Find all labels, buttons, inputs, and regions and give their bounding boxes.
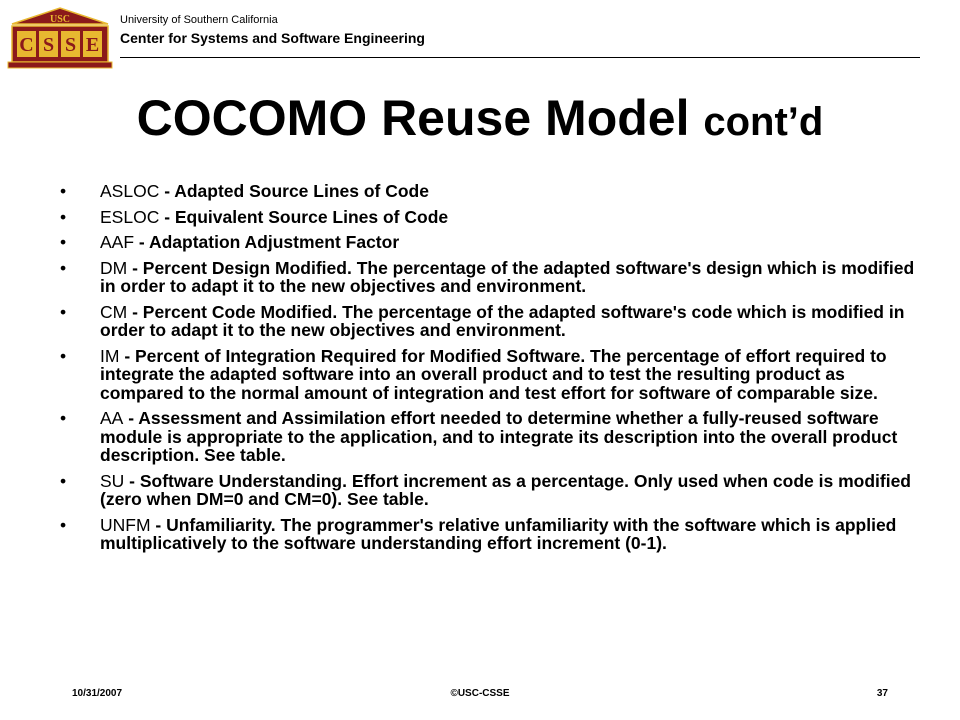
slide-title-main: COCOMO Reuse Model	[136, 90, 704, 146]
university-name: University of Southern California	[120, 14, 278, 26]
bullet-dot: •	[60, 257, 67, 278]
bullet-dot: •	[60, 181, 67, 201]
definition: - Unfamiliarity. The programmer's relative unfamiliarity with the software which is applied multiplicatively to the software understanding effort increment (0-1).	[100, 514, 897, 553]
list-item	[58, 472, 918, 509]
list-item	[58, 409, 918, 465]
footer-page-number: 37	[876, 688, 888, 699]
bullet-dot: •	[60, 408, 67, 428]
list-item	[58, 208, 918, 227]
usc-csse-logo	[6, 6, 114, 70]
definition: - Percent Code Modified. The percentage of the adapted software's code which is modified in order to adapt it to the new objectives and environment.	[100, 301, 905, 340]
bullet-dot: •	[60, 206, 67, 227]
organization-header	[120, 14, 425, 47]
term: SU	[100, 470, 125, 491]
center-name: Center for Systems and Software Engineering	[120, 30, 425, 46]
term: CM	[100, 301, 128, 322]
list-item	[58, 516, 918, 553]
term: UNFM	[100, 514, 151, 535]
definition: - Adaptation Adjustment Factor	[134, 232, 400, 252]
list-item	[58, 259, 918, 296]
logo-letter-c: C	[19, 34, 34, 56]
definition: - Software Understanding. Effort increment as a percentage. Only used when code is modified (zero when DM=0 and CM=0). See table.	[100, 470, 911, 509]
list-item	[58, 303, 918, 340]
term: DM	[100, 257, 128, 278]
definition: - Adapted Source Lines of Code	[159, 181, 429, 201]
bullet-dot: •	[60, 470, 67, 491]
slide-title	[0, 88, 960, 152]
list-item	[58, 233, 918, 252]
header-divider	[120, 57, 920, 58]
list-item	[58, 347, 918, 403]
term: AA	[100, 408, 124, 428]
logo-letter-s1: S	[42, 34, 55, 56]
logo-letter-e: E	[85, 34, 100, 56]
term: IM	[100, 345, 120, 366]
definition: - Percent of Integration Required for Modified Software. The percentage of effort required to integrate the adapted software into an overall product and to test the resulting product as compared to the normal amount of integration and test effort for software of comparable size.	[100, 345, 887, 403]
definition: - Equivalent Source Lines of Code	[159, 206, 449, 227]
list-item	[58, 182, 918, 201]
term: ASLOC	[100, 181, 160, 201]
definition-list	[58, 182, 918, 560]
logo-letter-s2: S	[64, 34, 77, 56]
definition: - Assessment and Assimilation effort needed to determine whether a fully-reused software module is appropriate to the application, and to integrate its description into the overall product description. See table.	[100, 408, 898, 465]
bullet-dot: •	[60, 514, 67, 535]
bullet-dot: •	[60, 345, 67, 366]
term: ESLOC	[100, 206, 160, 227]
footer-copyright: ©USC-CSSE	[450, 688, 510, 699]
term: AAF	[100, 232, 135, 252]
definition: - Percent Design Modified. The percentage of the adapted software's design which is modified in order to adapt it to the new objectives and environment.	[100, 257, 915, 296]
logo-top-text: USC	[49, 14, 71, 25]
bullet-dot: •	[60, 301, 67, 322]
bullet-dot: •	[60, 232, 67, 252]
footer-date: 10/31/2007	[72, 688, 123, 699]
slide-title-suffix: cont’d	[703, 100, 824, 144]
